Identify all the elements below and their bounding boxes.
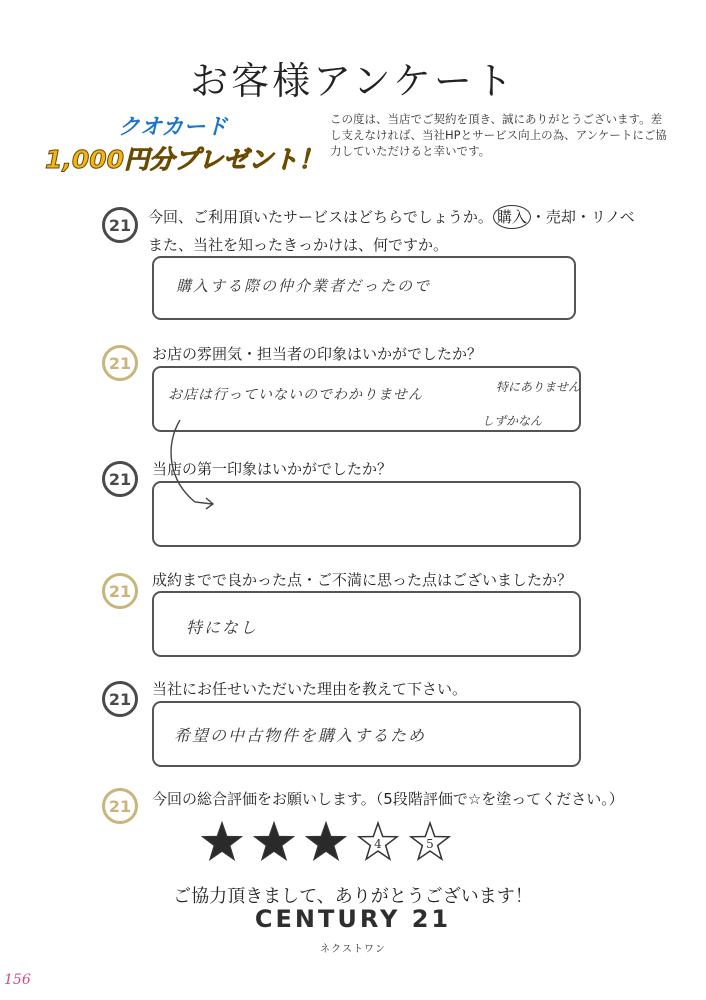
century21-badge-icon	[101, 460, 139, 498]
badge-label: 21	[108, 582, 132, 601]
option-purchase-selected: 購入	[493, 205, 531, 229]
page-title: お客様アンケート	[190, 59, 516, 103]
question-1-options: ・売却・リノベ	[530, 208, 635, 226]
intro-text: この度は、当店でご契約を頂き、誠にありがとうございます。差し支えなければ、当社HPとサービス向上の為、アンケートにご協力していただけると幸いです。	[330, 112, 667, 158]
star-filled-icon[interactable]	[255, 823, 293, 859]
century21-badge-icon	[101, 344, 139, 382]
century21-badge-icon	[101, 680, 139, 718]
answer-box-5[interactable]	[152, 701, 581, 767]
question-1-text: 今回、ご利用頂いたサービスはどちらでしょうか。	[148, 208, 493, 226]
badge-label: 21	[108, 354, 132, 373]
answer-box-1[interactable]	[152, 256, 576, 320]
century21-badge-icon	[101, 572, 139, 610]
rating-stars[interactable]	[200, 818, 460, 868]
question-1-line2: また、当社を知ったきっかけは、何ですか。	[148, 236, 449, 254]
handwritten-arrow-icon	[150, 410, 230, 520]
logo-subtitle: ネクストワン	[320, 944, 386, 955]
century21-badge-icon	[101, 206, 139, 244]
answer-4: 特になし	[186, 618, 259, 637]
answer-2: お店は行っていないのでわかりません	[168, 387, 423, 403]
star-number-label: 4	[374, 837, 382, 851]
question-5: 当社にお任せいただいた理由を教えて下さい。	[152, 680, 468, 698]
question-2: お店の雰囲気・担当者の印象はいかがでしたか？	[152, 345, 483, 363]
badge-label: 21	[108, 470, 132, 489]
badge-label: 21	[108, 690, 132, 709]
question-3: 当店の第一印象はいかがでしたか？	[152, 460, 393, 478]
century21-badge-icon	[101, 787, 139, 825]
star-number-label: 5	[426, 837, 434, 851]
star-filled-icon[interactable]	[307, 823, 345, 859]
question-4: 成約までで良かった点・ご不満に思った点はございましたか？	[152, 571, 573, 589]
star-filled-icon[interactable]	[203, 823, 241, 859]
answer-box-4[interactable]	[152, 591, 581, 657]
answer-2-note-bottom: しずかなん	[482, 414, 543, 428]
question-1-line1	[148, 206, 635, 227]
badge-label: 21	[108, 797, 132, 816]
thanks-message: ご協力頂きまして、ありがとうございます！	[173, 886, 533, 907]
question-6: 今回の総合評価をお願いします。（5段階評価で☆を塗ってください。）	[152, 790, 624, 808]
badge-label: 21	[108, 216, 132, 235]
page-number: 156	[4, 972, 31, 988]
promo-amount: 1,000円分プレゼント！	[45, 145, 324, 174]
answer-1: 購入する際の仲介業者だったので	[176, 277, 432, 295]
century21-logo: CENTURY 21	[254, 905, 452, 933]
answer-5: 希望の中古物件を購入するため	[174, 726, 427, 745]
promo-quocard: クオカード	[118, 115, 228, 140]
answer-2-note-top: 特にありません	[496, 380, 581, 394]
